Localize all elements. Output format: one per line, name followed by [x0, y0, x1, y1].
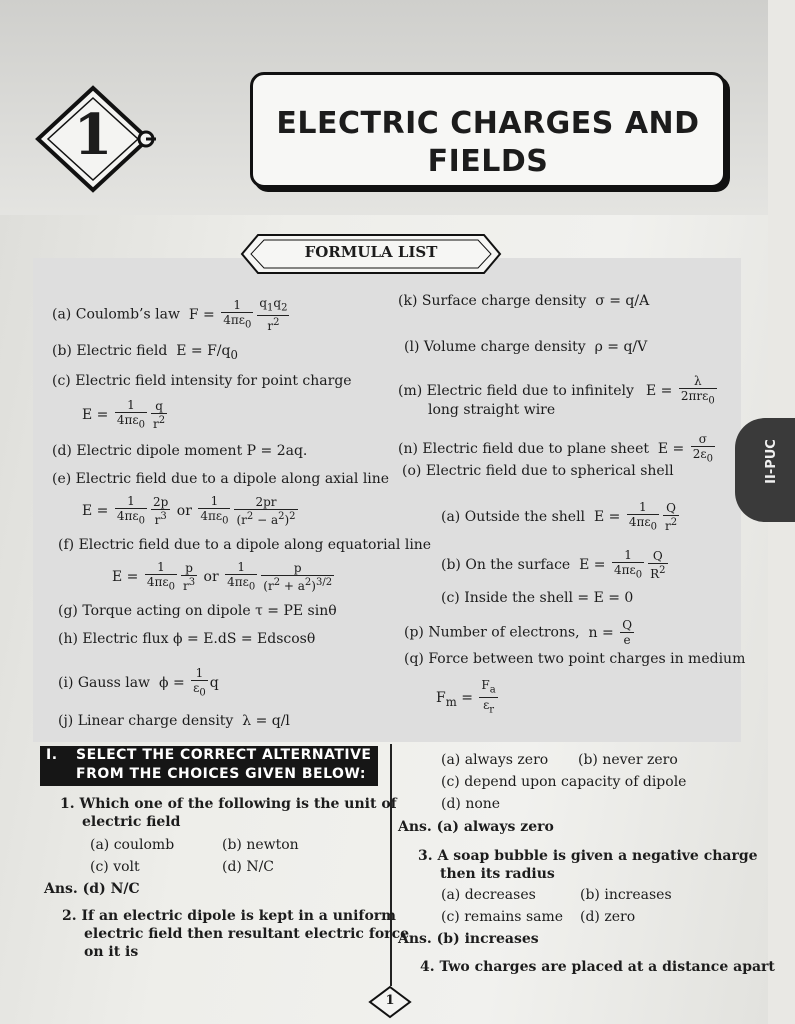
- question-text: electric field: [82, 814, 181, 830]
- question-text: then its radius: [440, 866, 555, 882]
- chapter-title-line2: FIELDS: [427, 144, 549, 179]
- answer-text: (a) always zero: [436, 819, 554, 835]
- option-d: (d) N/C: [222, 859, 275, 875]
- formula-label: (e): [52, 471, 72, 487]
- question-text: on it is: [84, 944, 139, 960]
- question-number: 4.: [420, 959, 435, 975]
- formula-e-math: E = $\frac{1}{4\pi\varepsilon_0}$ $\frac{2p}{r^3}$ or $\frac{1}{4\pi\varepsilon_0}$ $\frac{2pr}{(r^2 - a^2)^2}$: [82, 494, 296, 528]
- formula-i: [58, 666, 219, 700]
- side-tab: [735, 418, 795, 522]
- question-number: 3.: [418, 848, 433, 864]
- question-4: [420, 958, 775, 976]
- formula-text: Electric field: [76, 343, 168, 359]
- option-d: (d) zero: [580, 909, 636, 925]
- formula-text: Electric dipole moment P = 2aq.: [76, 443, 308, 459]
- formula-label: (b): [52, 343, 72, 359]
- side-tab-label: II-PUC: [763, 439, 779, 484]
- formula-q-math: $F_m$ = $\frac{F_a}{\varepsilon_r}$: [436, 678, 496, 716]
- formula-label: (i): [58, 675, 74, 692]
- formula-text: Surface charge density: [421, 293, 587, 309]
- formula-b: [52, 342, 238, 364]
- formula-c-math: E = $\frac{1}{4\pi\varepsilon_0}$ $\frac{q}{r^2}$: [82, 398, 166, 432]
- section-title-line2: FROM THE CHOICES GIVEN BELOW:: [76, 766, 367, 782]
- formula-text: Electric field due to plane sheet: [422, 441, 649, 458]
- chapter-title: [253, 105, 723, 181]
- formula-math: E = $\frac{1}{4\pi\varepsilon_0}$ $\frac{Q}{r^2}$: [589, 500, 678, 534]
- question-text: Two charges are placed at a distance apart: [439, 959, 775, 975]
- question-number: 1.: [60, 796, 75, 812]
- page-number: 1: [385, 993, 395, 1008]
- formula-label: (a): [52, 306, 72, 323]
- formula-text: Electric field due to spherical shell: [425, 463, 674, 479]
- answer-3: [398, 930, 539, 948]
- question-text: Which one of the following is the unit of: [79, 796, 397, 812]
- formula-h: [58, 630, 315, 648]
- formula-e: [52, 470, 389, 488]
- formula-math: ϕ = $\frac{1}{\varepsilon_0}$ q: [154, 666, 219, 699]
- answer-text: (b) increases: [436, 931, 539, 947]
- chapter-title-line1: ELECTRIC CHARGES AND: [276, 106, 700, 141]
- formula-m-line2: long straight wire: [428, 402, 556, 418]
- formula-text: Torque acting on dipole τ = PE sinθ: [82, 603, 337, 619]
- section-number: I.: [46, 747, 58, 763]
- formula-label: (o): [402, 463, 422, 479]
- formula-math: E = $\frac{1}{4\pi\varepsilon_0}$ $\frac{Q}{R^2}$: [574, 548, 666, 582]
- formula-label: (a): [441, 509, 461, 526]
- formula-math: λ = q/l: [237, 713, 290, 729]
- formula-o-b: [441, 548, 670, 582]
- formula-list-heading: FORMULA LIST: [304, 243, 438, 261]
- formula-m-math: E = $\frac{\lambda}{2\pi r\varepsilon_0}$: [646, 374, 715, 407]
- formula-p: [404, 618, 636, 647]
- formula-label: (n): [398, 441, 418, 458]
- formula-f-math: E = $\frac{1}{4\pi\varepsilon_0}$ $\frac{p}{r^3}$ or $\frac{1}{4\pi\varepsilon_0}$ $\frac{p}{(r^2 + a^2)^{3/2}}$: [112, 560, 333, 594]
- section-header: [40, 746, 378, 786]
- formula-text: Electric field due to a dipole along axial line: [75, 471, 390, 487]
- formula-o: [402, 462, 674, 480]
- formula-f: [58, 536, 431, 554]
- formula-label: (h): [58, 631, 78, 647]
- option-c: (c) remains same: [441, 909, 564, 925]
- question-text: If an electric dipole is kept in a uniform: [81, 908, 396, 924]
- formula-math: σ = q/A: [590, 293, 650, 309]
- chapter-title-box: [250, 72, 726, 188]
- question-text: A soap bubble is given a negative charge: [437, 848, 758, 864]
- formula-d: [52, 442, 307, 460]
- formula-text: Linear charge density: [77, 713, 234, 729]
- formula-label: (l): [404, 339, 420, 355]
- formula-text: On the surface: [465, 557, 571, 574]
- formula-label: (c): [441, 590, 460, 606]
- formula-o-a: [441, 500, 681, 534]
- section-title-line1: SELECT THE CORRECT ALTERNATIVE: [76, 747, 372, 763]
- formula-c: [52, 372, 352, 390]
- formula-o-c: [441, 589, 633, 607]
- formula-math: ρ = q/V: [590, 339, 648, 355]
- formula-label: (j): [58, 713, 74, 729]
- formula-text: Electric field intensity for point charge: [75, 373, 352, 389]
- answer-text: (d) N/C: [82, 881, 140, 897]
- formula-text: Inside the shell = E = 0: [464, 590, 634, 606]
- formula-math: E = $\frac{\sigma}{2\varepsilon_0}$: [653, 432, 713, 465]
- answer-label: Ans.: [398, 819, 432, 835]
- formula-text: Force between two point charges in medium: [428, 651, 746, 667]
- question-3: [418, 847, 758, 865]
- formula-text: Coulomb’s law: [75, 306, 180, 323]
- option-b: (b) increases: [580, 887, 672, 903]
- formula-text: Volume charge density: [423, 339, 586, 355]
- formula-a: [52, 296, 291, 333]
- formula-math: n = $\frac{Q}{e}$: [584, 618, 633, 647]
- formula-j: [58, 712, 290, 730]
- answer-label: Ans.: [398, 931, 432, 947]
- option-a: (a) always zero: [441, 752, 549, 768]
- formula-label: (c): [52, 373, 71, 389]
- formula-text: Outside the shell: [464, 509, 586, 526]
- formula-label: (k): [398, 293, 418, 309]
- column-divider: [390, 744, 392, 986]
- formula-q: [404, 650, 745, 668]
- answer-label: Ans.: [44, 881, 78, 897]
- option-d: (d) none: [441, 796, 501, 812]
- option-c: (c) depend upon capacity of dipole: [441, 774, 687, 790]
- formula-list-heading-wrap: [240, 233, 502, 275]
- formula-text: Number of electrons,: [428, 624, 580, 641]
- formula-text: Gauss law: [77, 675, 151, 692]
- formula-m: [398, 382, 634, 400]
- formula-g: [58, 602, 337, 620]
- formula-l: [404, 338, 647, 356]
- formula-text: Electric field due to infinitely: [426, 383, 634, 399]
- question-number: 2.: [62, 908, 77, 924]
- formula-label: (d): [52, 443, 72, 459]
- option-c: (c) volt: [90, 859, 140, 875]
- formula-label: (q): [404, 651, 424, 667]
- option-b: (b) never zero: [578, 752, 678, 768]
- question-1: [60, 795, 397, 813]
- formula-math: $E = F/q_0$: [171, 343, 238, 362]
- answer-1: [44, 880, 140, 898]
- option-a: (a) decreases: [441, 887, 536, 903]
- option-a: (a) coulomb: [90, 837, 175, 853]
- page-number-wrap: [368, 985, 412, 1019]
- formula-label: (f): [58, 537, 75, 553]
- answer-2: [398, 818, 554, 836]
- formula-label: (p): [404, 624, 424, 641]
- formula-label: (m): [398, 383, 423, 399]
- formula-text: Electric field due to a dipole along equatorial line: [78, 537, 432, 553]
- formula-text: Electric flux ϕ = E.dS = Edscosθ: [82, 631, 316, 647]
- question-2: [62, 907, 396, 925]
- question-text: electric field then resultant electric force: [84, 926, 409, 942]
- chapter-number: 1: [73, 102, 113, 168]
- formula-label: (b): [441, 557, 461, 574]
- formula-math: F = $\frac{1}{4\pi\varepsilon_0}$ $\frac{q_1q_2}{r^2}$: [184, 296, 288, 334]
- formula-k: [398, 292, 649, 310]
- option-b: (b) newton: [222, 837, 299, 853]
- formula-label: (g): [58, 603, 78, 619]
